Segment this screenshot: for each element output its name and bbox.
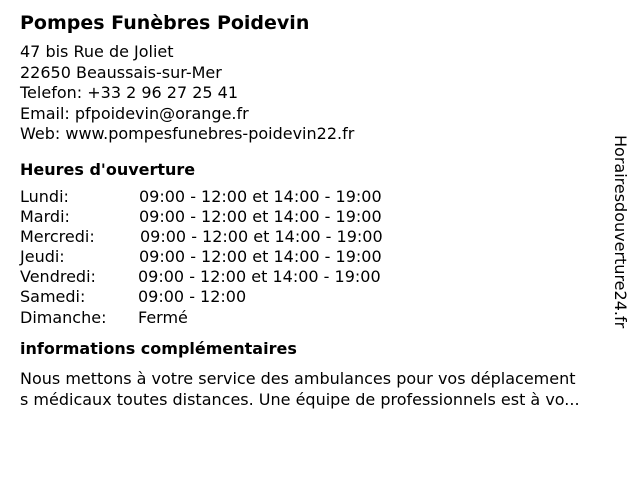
hours-row-dimanche <box>20 308 620 328</box>
info-line-1: Nous mettons à votre service des ambulances pour vos déplacement <box>20 368 576 388</box>
info-description <box>20 368 630 410</box>
hours-title: Heures d'ouverture <box>20 159 196 179</box>
day-label: Lundi: <box>20 186 69 206</box>
hours-row-mardi <box>20 207 620 227</box>
time-value: 09:00 - 12:00 <box>138 287 247 307</box>
time-value: 09:00 - 12:00 et 14:00 - 19:00 <box>140 226 383 246</box>
hours-row-mercredi <box>20 227 620 247</box>
day-label: Samedi: <box>20 287 86 307</box>
info-line-2: s médicaux toutes distances. Une équipe de professionnels est à vo... <box>20 389 580 409</box>
day-label: Mardi: <box>20 206 70 226</box>
email-line[interactable]: Email: pfpoidevin@orange.fr <box>20 103 249 123</box>
hours-row-jeudi <box>20 247 620 267</box>
hours-row-lundi <box>20 187 620 207</box>
contact-block <box>20 42 620 145</box>
city-address: 22650 Beaussais-sur-Mer <box>20 62 222 82</box>
info-title: informations complémentaires <box>20 338 297 358</box>
site-watermark: Horairesdouverture24.fr <box>611 135 630 329</box>
hours-row-samedi <box>20 287 620 307</box>
day-label: Jeudi: <box>20 247 65 267</box>
day-label: Dimanche: <box>20 307 107 327</box>
web-line[interactable]: Web: www.pompesfunebres-poidevin22.fr <box>20 124 355 143</box>
time-value: 09:00 - 12:00 et 14:00 - 19:00 <box>139 186 382 206</box>
business-card <box>20 10 620 410</box>
business-name: Pompes Funèbres Poidevin <box>20 12 310 34</box>
time-value: 09:00 - 12:00 et 14:00 - 19:00 <box>139 247 382 267</box>
day-label: Mercredi: <box>20 226 95 246</box>
phone-line[interactable]: Telefon: +33 2 96 27 25 41 <box>20 83 239 102</box>
day-label: Vendredi: <box>20 267 96 287</box>
street-address: 47 bis Rue de Joliet <box>20 42 174 61</box>
time-value: 09:00 - 12:00 et 14:00 - 19:00 <box>138 267 381 287</box>
hours-row-vendredi <box>20 267 620 287</box>
time-value: 09:00 - 12:00 et 14:00 - 19:00 <box>139 206 382 226</box>
hours-table <box>20 187 620 328</box>
time-value: Fermé <box>138 307 188 327</box>
